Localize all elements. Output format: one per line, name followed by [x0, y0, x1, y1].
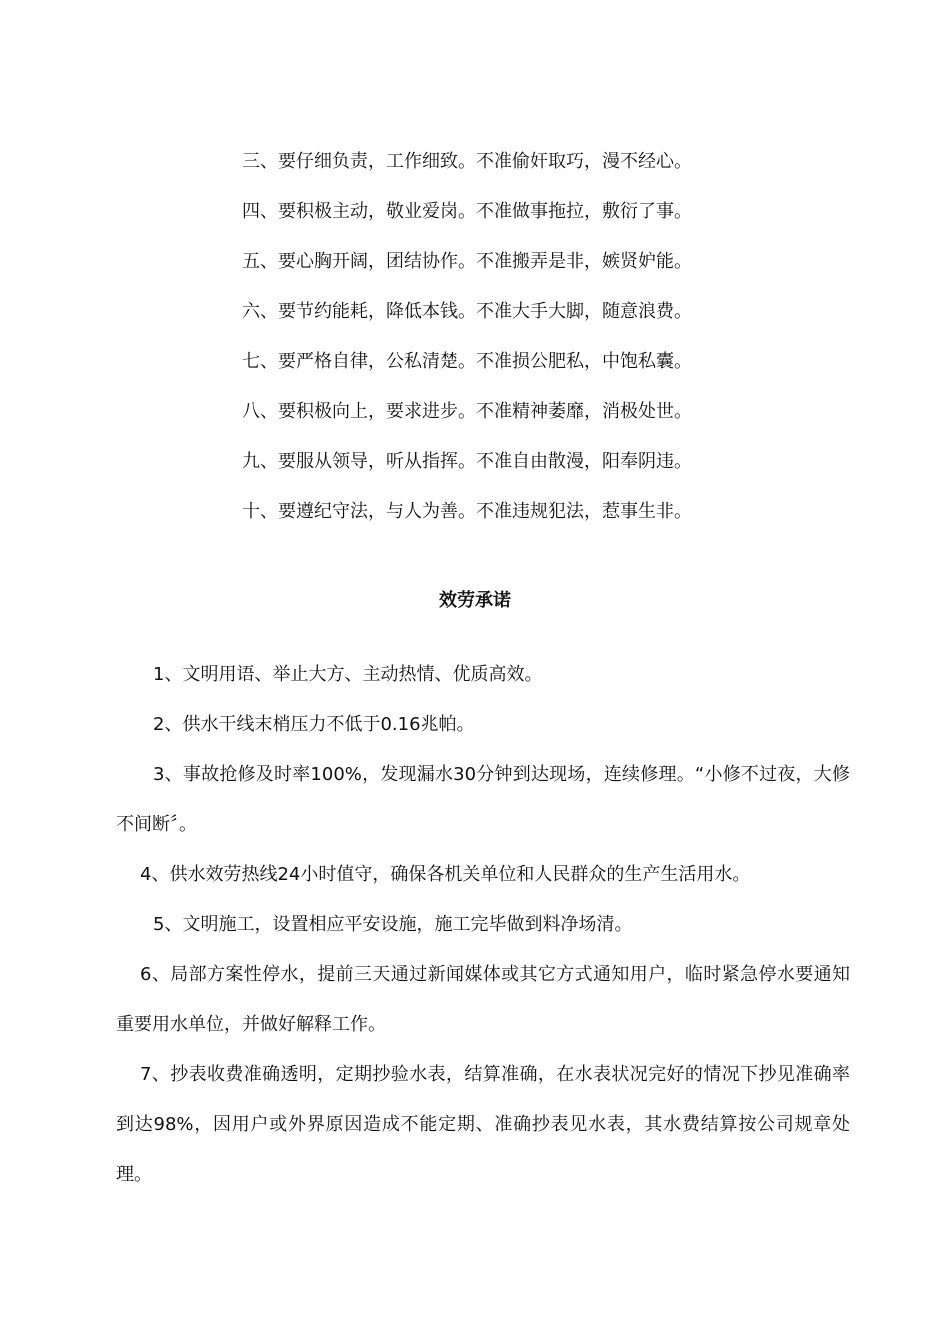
- commitment-item-1: 1、文明用语、举止大方、主动热情、优质高效。: [153, 664, 543, 685]
- rule-item-4: 四、要积极主动，敬业爱岗。不准做事拖拉，敷衍了事。: [242, 201, 692, 222]
- service-commitments-list: [116, 650, 850, 1200]
- rule-item-3: 三、要仔细负责，工作细致。不准偷奸取巧，漫不经心。: [242, 151, 692, 172]
- rule-item-8: 八、要积极向上，要求进步。不准精神萎靡，消极处世。: [242, 401, 692, 422]
- commitment-item-5: 5、文明施工，设置相应平安设施，施工完毕做到料净场清。: [153, 914, 633, 935]
- commitment-item-3: 3、事故抢修及时率100%，发现漏水30分钟到达现场，连续修理。“小修不过夜，大修不间断〞。: [116, 764, 850, 835]
- commitment-item-2: 2、供水干线末梢压力不低于0.16兆帕。: [153, 714, 475, 735]
- section-title: 效劳承诺: [439, 590, 511, 611]
- commitment-item-7: 7、抄表收费准确透明，定期抄验水表，结算准确，在水表状况完好的情况下抄见准确率到达98%，因用户或外界原因造成不能定期、准确抄表见水表，其水费结算按公司规章处理。: [116, 1064, 850, 1185]
- rule-item-5: 五、要心胸开阔，团结协作。不准搬弄是非，嫉贤妒能。: [242, 251, 692, 272]
- commitment-item-4: 4、供水效劳热线24小时值守，确保各机关单位和人民群众的生产生活用水。: [140, 864, 751, 885]
- rule-item-9: 九、要服从领导，听从指挥。不准自由散漫，阳奉阴违。: [242, 451, 692, 472]
- rule-item-10: 十、要遵纪守法，与人为善。不准违规犯法，惹事生非。: [242, 501, 692, 522]
- rule-item-6: 六、要节约能耗，降低本钱。不准大手大脚，随意浪费。: [242, 301, 692, 322]
- conduct-rules-list: [242, 137, 802, 537]
- commitment-item-6: 6、局部方案性停水，提前三天通过新闻媒体或其它方式通知用户，临时紧急停水要通知重要用水单位，并做好解释工作。: [116, 964, 850, 1035]
- rule-item-7: 七、要严格自律，公私清楚。不准损公肥私，中饱私囊。: [242, 351, 692, 372]
